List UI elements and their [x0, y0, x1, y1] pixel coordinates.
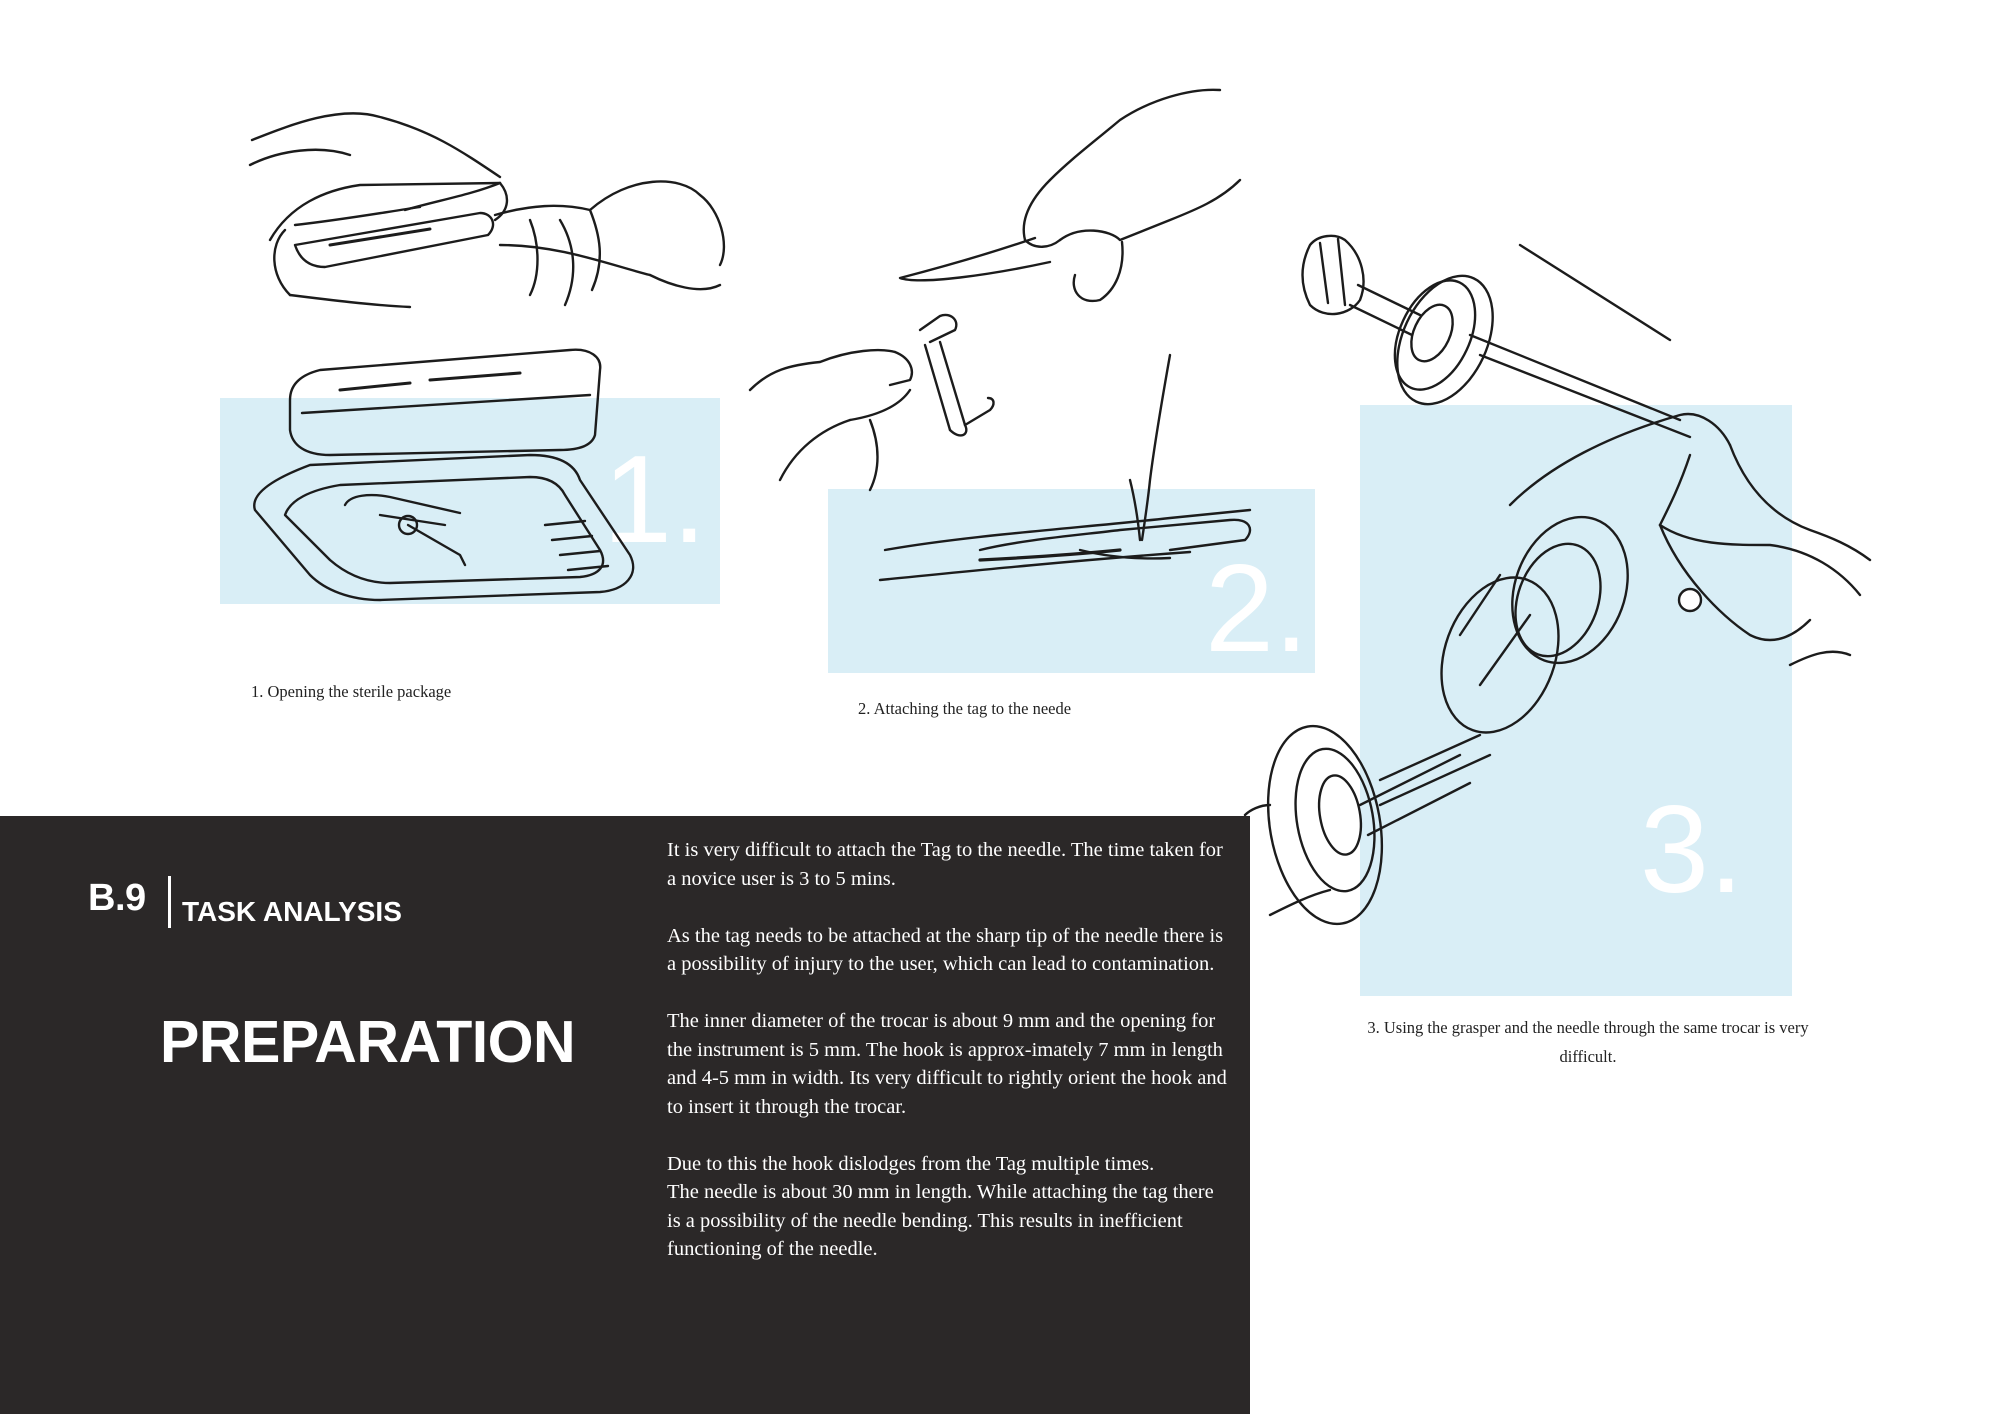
- section-divider: [168, 876, 171, 928]
- body-paragraph-2: As the tag needs to be attached at the sharp tip of the needle there is a possibility of injury to the user, which can lead to contamination.: [667, 924, 1224, 975]
- body-paragraph-5: The needle is about 30 mm in length. While attaching the tag there is a possibility of the needle bending. This results in inefficient functioning of the needle.: [667, 1181, 1214, 1260]
- step2-caption: 2. Attaching the tag to the neede: [858, 699, 1072, 718]
- step3-caption: [1318, 1013, 1858, 1071]
- body-text: [667, 836, 1227, 1292]
- step2-number: 2.: [1205, 540, 1309, 678]
- section-number: B.9: [88, 877, 146, 919]
- grasper-trocar-sketch: [1250, 215, 1890, 935]
- step3-caption-line1: 3. Using the grasper and the needle through the same trocar is very: [1367, 1018, 1809, 1037]
- step3-number: 3.: [1640, 781, 1744, 919]
- step1-number: 1.: [603, 431, 707, 569]
- step3-caption-line2: difficult.: [1559, 1047, 1617, 1066]
- tag-needle-sketch: [750, 80, 1270, 610]
- body-paragraph-3: The inner diameter of the trocar is about 9 mm and the opening for the instrument is 5 mm. The hook is approx-imately 7 mm in length and 4-5 mm in width. Its very difficult to rightly orient the hook and to insert it through the trocar.: [667, 1010, 1227, 1118]
- sterile-package-sketch: [230, 95, 790, 675]
- section-title: TASK ANALYSIS: [182, 896, 402, 927]
- page-heading: PREPARATION: [160, 1009, 576, 1075]
- body-paragraph-1: It is very difficult to attach the Tag to the needle. The time taken for a novice user is 3 to 5 mins.: [667, 839, 1223, 890]
- body-paragraph-4: Due to this the hook dislodges from the Tag multiple times.: [667, 1152, 1155, 1175]
- step1-caption: 1. Opening the sterile package: [251, 682, 452, 701]
